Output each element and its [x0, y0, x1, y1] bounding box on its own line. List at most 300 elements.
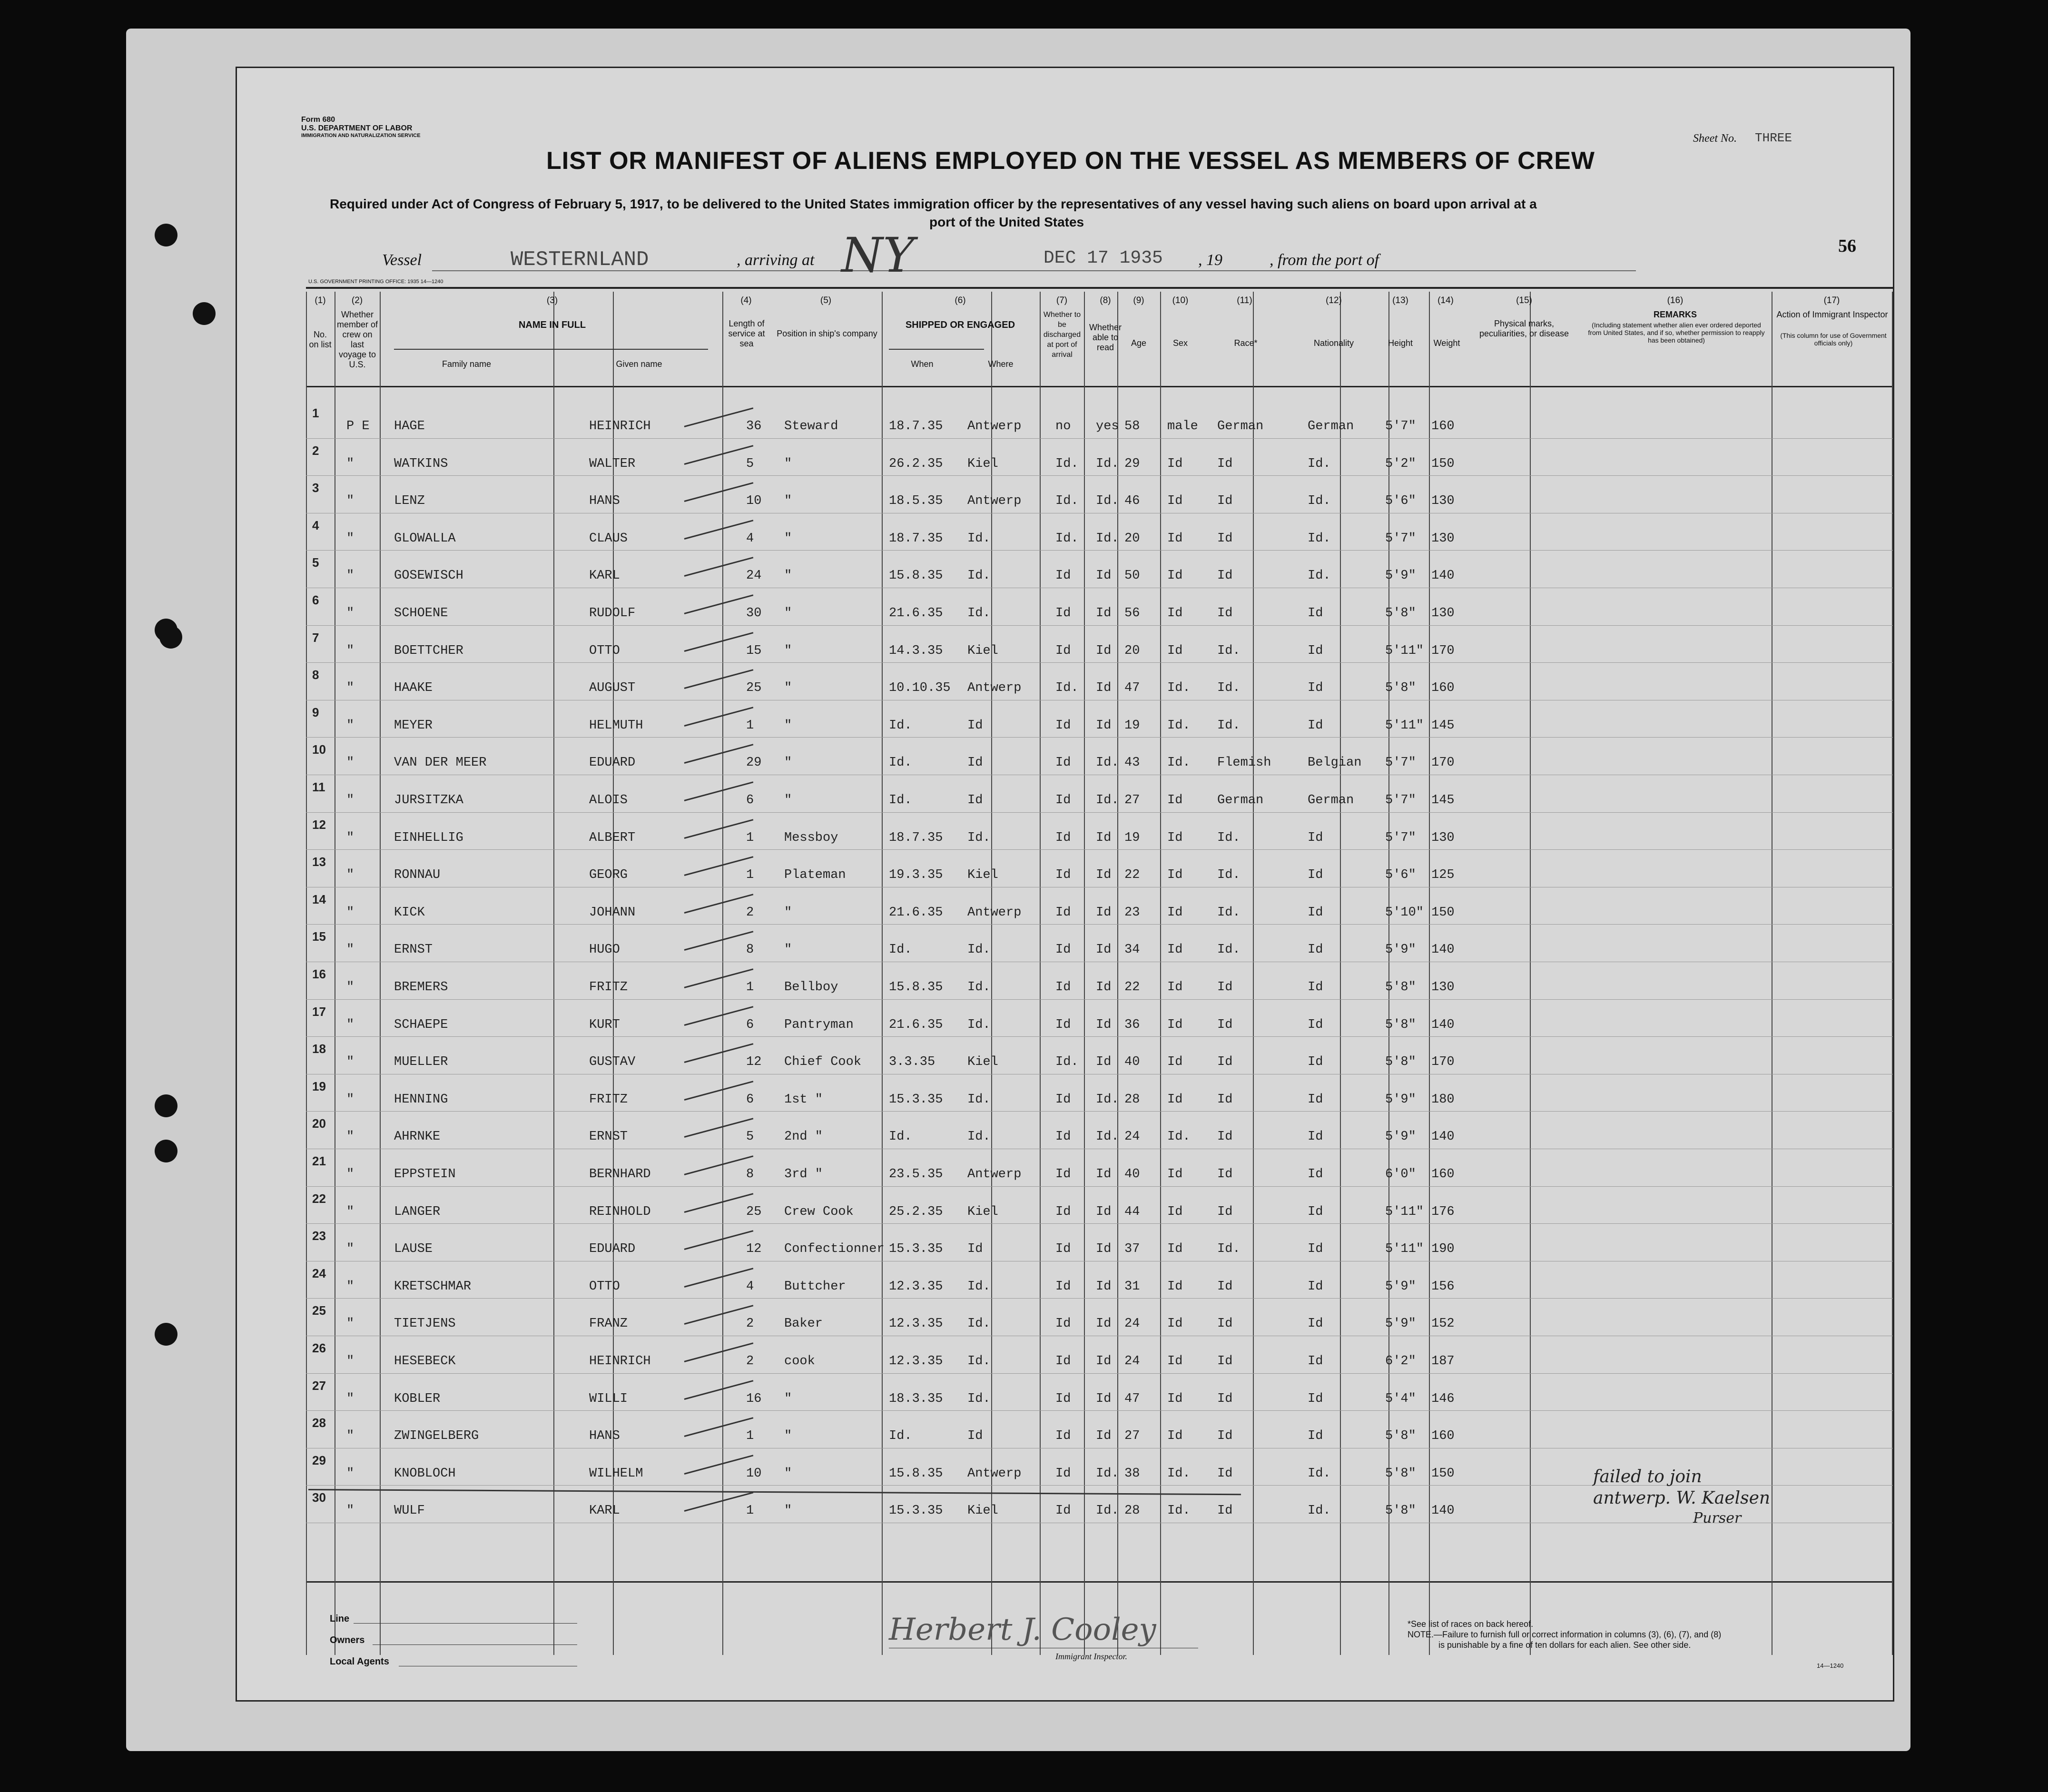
tally-mark	[684, 1305, 754, 1325]
cell-shipped-where: Id.	[967, 980, 991, 994]
form-title: LIST OR MANIFEST OF ALIENS EMPLOYED ON THE VESSEL AS MEMBERS OF CREW	[546, 147, 1595, 175]
tally-mark	[684, 1380, 754, 1400]
cell-given-name: EDUARD	[589, 756, 636, 770]
from-label: , from the port of	[1270, 251, 1379, 269]
cell-position: Buttcher	[784, 1279, 846, 1294]
colnum-2: (2)	[351, 295, 363, 305]
colhdr-6a: When	[911, 359, 934, 369]
table-row	[237, 1261, 1893, 1299]
cell-height: 5'11"	[1385, 643, 1424, 658]
cell-previous-voyage: "	[346, 718, 354, 733]
colhdr-6b: Where	[988, 359, 1014, 369]
cell-length-of-service: 5	[746, 456, 754, 471]
cell-weight: 187	[1431, 1354, 1455, 1369]
cell-row-number: 23	[312, 1229, 326, 1243]
tally-mark	[684, 1455, 754, 1475]
printing-office: U.S. GOVERNMENT PRINTING OFFICE: 1935 14—1240	[308, 279, 443, 285]
cell-weight: 140	[1431, 943, 1455, 957]
cell-given-name: BERNHARD	[589, 1167, 651, 1182]
colhdr-15: Physical marks, peculiarities, or disease	[1479, 319, 1569, 338]
cell-nationality: Id	[1308, 1429, 1323, 1444]
cell-family-name: SCHOENE	[394, 606, 448, 620]
header-bottom-rule	[306, 386, 1893, 387]
cell-shipped-when: 18.3.35	[889, 1391, 943, 1406]
table-row	[237, 1299, 1893, 1336]
cell-length-of-service: 16	[746, 1391, 762, 1406]
cell-length-of-service: 6	[746, 1017, 754, 1032]
cell-race: Id	[1217, 1092, 1233, 1107]
cell-previous-voyage: "	[346, 681, 354, 696]
tally-mark	[684, 594, 754, 614]
cell-family-name: LANGER	[394, 1204, 441, 1219]
cell-shipped-when: 18.5.35	[889, 494, 943, 509]
cell-shipped-when: 15.8.35	[889, 980, 943, 994]
cell-discharged: Id	[1055, 1504, 1071, 1518]
cell-given-name: WILLI	[589, 1391, 628, 1406]
cell-row-number: 29	[312, 1453, 326, 1467]
cell-sex: Id	[1167, 1092, 1183, 1107]
cell-row-number: 6	[312, 593, 319, 607]
cell-shipped-when: 15.3.35	[889, 1242, 943, 1257]
cell-previous-voyage: "	[346, 1242, 354, 1257]
colhdr-13: Height	[1388, 338, 1413, 348]
cell-given-name: CLAUS	[589, 531, 628, 546]
cell-discharged: Id	[1055, 793, 1071, 807]
cell-given-name: ALOIS	[589, 793, 628, 807]
arriving-port: NY	[841, 227, 915, 283]
cell-position: "	[784, 905, 792, 920]
cell-sex: Id	[1167, 1317, 1183, 1331]
cell-family-name: HAGE	[394, 419, 425, 433]
cell-nationality: Id.	[1308, 456, 1331, 471]
cell-discharged: Id.	[1055, 681, 1079, 696]
cell-height: 5'7"	[1385, 756, 1416, 770]
cell-height: 5'4"	[1385, 1391, 1416, 1406]
cell-family-name: ZWINGELBERG	[394, 1429, 479, 1444]
cell-discharged: Id	[1055, 868, 1071, 883]
cell-height: 5'9"	[1385, 1317, 1416, 1331]
cell-shipped-where: Id	[967, 1242, 983, 1257]
cell-height: 5'6"	[1385, 868, 1416, 883]
cell-nationality: Id	[1308, 1017, 1323, 1032]
cell-sex: Id	[1167, 868, 1183, 883]
cell-able-to-read: Id	[1096, 643, 1112, 658]
cell-position: Bellboy	[784, 980, 838, 994]
cell-age: 28	[1124, 1504, 1140, 1518]
cell-length-of-service: 10	[746, 494, 762, 509]
cell-race: Id	[1217, 1279, 1233, 1294]
cell-weight: 152	[1431, 1317, 1455, 1331]
table-row	[237, 1411, 1893, 1448]
cell-shipped-where: Antwerp	[967, 905, 1022, 920]
colnum-4: (4)	[740, 295, 752, 305]
cell-length-of-service: 12	[746, 1242, 762, 1257]
cell-position: Steward	[784, 419, 838, 433]
table-row	[237, 1074, 1893, 1112]
form-code: 14—1240	[1817, 1662, 1844, 1669]
cell-discharged: Id	[1055, 980, 1071, 994]
cell-previous-voyage: "	[346, 456, 354, 471]
table-row	[237, 1037, 1893, 1074]
cell-row-number: 11	[312, 780, 325, 794]
cell-able-to-read: Id	[1096, 1391, 1112, 1406]
cell-shipped-when: 19.3.35	[889, 868, 943, 883]
cell-row-number: 19	[312, 1079, 326, 1093]
cell-sex: Id	[1167, 980, 1183, 994]
cell-height: 5'9"	[1385, 1279, 1416, 1294]
cell-previous-voyage: "	[346, 1429, 354, 1444]
cell-previous-voyage: "	[346, 1466, 354, 1481]
cell-sex: Id	[1167, 643, 1183, 658]
cell-nationality: German	[1308, 793, 1354, 807]
cell-discharged: Id.	[1055, 456, 1079, 471]
sheet-label: Sheet No.	[1693, 132, 1737, 145]
colnum-9: (9)	[1133, 295, 1144, 305]
cell-discharged: Id	[1055, 1279, 1071, 1294]
cell-race: Id.	[1217, 905, 1241, 920]
cell-shipped-when: 12.3.35	[889, 1317, 943, 1331]
cell-discharged: Id	[1055, 643, 1071, 658]
cell-nationality: Id	[1308, 980, 1323, 994]
cell-race: Id	[1217, 1391, 1233, 1406]
cell-given-name: EDUARD	[589, 1242, 636, 1257]
table-row	[237, 1187, 1893, 1224]
cell-weight: 130	[1431, 980, 1455, 994]
cell-weight: 150	[1431, 1466, 1455, 1481]
cell-age: 46	[1124, 494, 1140, 509]
cell-height: 5'8"	[1385, 681, 1416, 696]
year-label: , 19	[1198, 251, 1222, 269]
cell-shipped-where: Antwerp	[967, 494, 1022, 509]
tally-mark	[684, 856, 754, 876]
cell-nationality: Id	[1308, 1092, 1323, 1107]
cell-nationality: Id	[1308, 606, 1323, 620]
cell-discharged: Id	[1055, 1354, 1071, 1369]
colhdr-3a: Family name	[442, 359, 492, 369]
inspector-label: Immigrant Inspector.	[1055, 1652, 1127, 1661]
cell-family-name: HAAKE	[394, 681, 433, 696]
cell-given-name: GEORG	[589, 868, 628, 883]
cell-previous-voyage: "	[346, 1017, 354, 1032]
table-row	[237, 887, 1893, 925]
tally-mark	[684, 557, 754, 577]
cell-row-number: 1	[312, 406, 319, 420]
cell-weight: 150	[1431, 905, 1455, 920]
note-text-2: is punishable by a fine of ten dollars for each alien. See other side.	[1438, 1640, 1691, 1650]
cell-position: 1st "	[784, 1092, 823, 1107]
cell-nationality: Id.	[1308, 1466, 1331, 1481]
cell-shipped-when: 25.2.35	[889, 1204, 943, 1219]
cell-row-number: 14	[312, 892, 326, 906]
cell-age: 23	[1124, 905, 1140, 920]
cell-sex: Id	[1167, 569, 1183, 583]
cell-position: "	[784, 1391, 792, 1406]
colhdr-16-note: (Including statement whether alien ever ordered deported from United States, and if so, whether permission to reapply has been obtained)	[1588, 321, 1765, 344]
cell-length-of-service: 2	[746, 905, 754, 920]
cell-shipped-where: Id.	[967, 1279, 991, 1294]
tally-mark	[684, 707, 754, 727]
cell-race: Id	[1217, 456, 1233, 471]
cell-race: Id	[1217, 1466, 1233, 1481]
table-row	[237, 588, 1893, 626]
cell-row-number: 27	[312, 1378, 326, 1393]
cell-family-name: MEYER	[394, 718, 433, 733]
note-text-1: NOTE.—Failure to furnish full or correct information in columns (3), (6), (7), and (8)	[1408, 1630, 1722, 1639]
cell-race: Id.	[1217, 643, 1241, 658]
cell-given-name: WILHELM	[589, 1466, 643, 1481]
cell-race: Id	[1217, 980, 1233, 994]
cell-position: Crew Cook	[784, 1204, 854, 1219]
cell-age: 19	[1124, 718, 1140, 733]
tally-mark	[684, 1081, 754, 1101]
cell-able-to-read: Id	[1096, 830, 1112, 845]
tally-mark	[684, 819, 754, 839]
cell-height: 5'6"	[1385, 494, 1416, 509]
tally-mark	[684, 894, 754, 914]
cell-sex: Id	[1167, 456, 1183, 471]
cell-shipped-where: Kiel	[967, 1055, 998, 1070]
cell-height: 5'8"	[1385, 1504, 1416, 1518]
cell-previous-voyage: "	[346, 1204, 354, 1219]
colhdr-16: REMARKS	[1653, 310, 1697, 319]
cell-family-name: WULF	[394, 1504, 425, 1518]
cell-length-of-service: 2	[746, 1354, 754, 1369]
cell-shipped-where: Id	[967, 793, 983, 807]
binder-hole	[155, 1094, 177, 1117]
cell-length-of-service: 8	[746, 943, 754, 957]
table-row	[237, 962, 1893, 1000]
cell-discharged: Id	[1055, 1391, 1071, 1406]
cell-sex: Id.	[1167, 1504, 1191, 1518]
cell-able-to-read: Id	[1096, 1242, 1112, 1257]
cell-length-of-service: 1	[746, 1504, 754, 1518]
footer-owners-rule	[373, 1644, 577, 1645]
cell-given-name: OTTO	[589, 1279, 620, 1294]
cell-age: 20	[1124, 643, 1140, 658]
cell-given-name: RUDOLF	[589, 606, 636, 620]
cell-length-of-service: 6	[746, 1092, 754, 1107]
colhdr-5: Position in ship's company	[777, 329, 877, 338]
cell-shipped-where: Kiel	[967, 1204, 998, 1219]
cell-given-name: HANS	[589, 1429, 620, 1444]
cell-height: 6'2"	[1385, 1354, 1416, 1369]
binder-hole	[155, 224, 177, 246]
cell-previous-voyage: "	[346, 905, 354, 920]
colnum-12: (12)	[1326, 295, 1342, 305]
table-row	[237, 1224, 1893, 1261]
cell-weight: 145	[1431, 718, 1455, 733]
table-row	[237, 401, 1893, 439]
cell-able-to-read: Id	[1096, 905, 1112, 920]
table-row	[237, 700, 1893, 738]
cell-given-name: HEINRICH	[589, 419, 651, 433]
cell-age: 50	[1124, 569, 1140, 583]
cell-previous-voyage: "	[346, 1055, 354, 1070]
cell-family-name: TIETJENS	[394, 1317, 456, 1331]
cell-age: 58	[1124, 419, 1140, 433]
cell-weight: 130	[1431, 494, 1455, 509]
cell-age: 29	[1124, 456, 1140, 471]
cell-shipped-where: Id.	[967, 569, 991, 583]
subtitle-1: Required under Act of Congress of February 5, 1917, to be delivered to the United States immigration officer by the representatives of any vessel having such aliens on board upon arrival at a	[330, 197, 1537, 211]
cell-age: 22	[1124, 980, 1140, 994]
cell-discharged: Id	[1055, 1317, 1071, 1331]
tally-mark	[684, 1492, 754, 1512]
cell-row-number: 9	[312, 705, 319, 719]
cell-shipped-when: 3.3.35	[889, 1055, 935, 1070]
cell-given-name: KARL	[589, 1504, 620, 1518]
cell-nationality: Id.	[1308, 494, 1331, 509]
cell-height: 5'8"	[1385, 1017, 1416, 1032]
cell-race: Id.	[1217, 681, 1241, 696]
cell-height: 6'0"	[1385, 1167, 1416, 1182]
cell-family-name: MUELLER	[394, 1055, 448, 1070]
cell-previous-voyage: "	[346, 868, 354, 883]
tally-mark	[684, 520, 754, 540]
cell-sex: Id	[1167, 1017, 1183, 1032]
cell-weight: 146	[1431, 1391, 1455, 1406]
department: U.S. DEPARTMENT OF LABOR	[301, 124, 413, 132]
cell-sex: Id	[1167, 1055, 1183, 1070]
colnum-5: (5)	[820, 295, 832, 305]
cell-shipped-where: Id.	[967, 1354, 991, 1369]
cell-sex: male	[1167, 419, 1198, 433]
tally-mark	[684, 1230, 754, 1250]
cell-row-number: 20	[312, 1116, 326, 1131]
cell-sex: Id	[1167, 905, 1183, 920]
cell-race: Id.	[1217, 1242, 1241, 1257]
cell-length-of-service: 1	[746, 718, 754, 733]
cell-shipped-when: 12.3.35	[889, 1279, 943, 1294]
cell-family-name: EPPSTEIN	[394, 1167, 456, 1182]
cell-position: Pantryman	[784, 1017, 854, 1032]
cell-shipped-where: Kiel	[967, 1504, 998, 1518]
cell-row-number: 30	[312, 1490, 326, 1505]
cell-nationality: Id.	[1308, 569, 1331, 583]
table-row	[237, 439, 1893, 476]
cell-age: 44	[1124, 1204, 1140, 1219]
cell-shipped-where: Antwerp	[967, 419, 1022, 433]
binder-hole	[155, 1323, 177, 1346]
colhdr-9: Age	[1131, 338, 1147, 348]
tally-mark	[684, 482, 754, 502]
cell-shipped-when: 21.6.35	[889, 905, 943, 920]
cell-able-to-read: Id	[1096, 606, 1112, 620]
cell-sex: Id	[1167, 1354, 1183, 1369]
cell-family-name: SCHAEPE	[394, 1017, 448, 1032]
tally-mark	[684, 968, 754, 988]
form-number: Form 680	[301, 116, 335, 124]
cell-shipped-when: 18.7.35	[889, 830, 943, 845]
cell-race: German	[1217, 793, 1264, 807]
cell-able-to-read: Id.	[1096, 1092, 1119, 1107]
cell-race: Id	[1217, 1317, 1233, 1331]
cell-position: 3rd "	[784, 1167, 823, 1182]
cell-shipped-when: 12.3.35	[889, 1354, 943, 1369]
cell-race: Id.	[1217, 943, 1241, 957]
cell-row-number: 22	[312, 1191, 326, 1206]
cell-nationality: Id.	[1308, 1504, 1331, 1518]
cell-able-to-read: Id	[1096, 1017, 1112, 1032]
cell-previous-voyage: "	[346, 756, 354, 770]
cell-row-number: 8	[312, 668, 319, 682]
cell-weight: 160	[1431, 1429, 1455, 1444]
cell-nationality: Id.	[1308, 531, 1331, 546]
cell-position: "	[784, 456, 792, 471]
footer-line-label: Line	[330, 1614, 350, 1624]
cell-position: "	[784, 531, 792, 546]
tally-mark	[684, 445, 754, 465]
cell-weight: 160	[1431, 1167, 1455, 1182]
cell-height: 5'2"	[1385, 456, 1416, 471]
cell-shipped-when: Id.	[889, 718, 912, 733]
cell-height: 5'9"	[1385, 943, 1416, 957]
cell-age: 19	[1124, 830, 1140, 845]
cell-able-to-read: Id	[1096, 980, 1112, 994]
cell-family-name: EINHELLIG	[394, 830, 463, 845]
cell-shipped-where: Id.	[967, 531, 991, 546]
cell-weight: 160	[1431, 419, 1455, 433]
cell-able-to-read: Id	[1096, 1317, 1112, 1331]
cell-height: 5'11"	[1385, 1242, 1424, 1257]
colnum-1: (1)	[315, 295, 326, 305]
cell-age: 31	[1124, 1279, 1140, 1294]
name-subrule	[394, 349, 708, 350]
cell-discharged: Id.	[1055, 531, 1079, 546]
cell-family-name: WATKINS	[394, 456, 448, 471]
cell-able-to-read: Id.	[1096, 1504, 1119, 1518]
cell-length-of-service: 4	[746, 531, 754, 546]
cell-shipped-when: Id.	[889, 756, 912, 770]
arriving-label: , arriving at	[737, 251, 815, 269]
cell-length-of-service: 8	[746, 1167, 754, 1182]
cell-shipped-when: 15.8.35	[889, 1466, 943, 1481]
cell-row-number: 26	[312, 1341, 326, 1355]
cell-length-of-service: 15	[746, 643, 762, 658]
tally-mark	[684, 1268, 754, 1288]
cell-race: Flemish	[1217, 756, 1271, 770]
cell-shipped-when: 14.3.35	[889, 643, 943, 658]
cell-row-number: 24	[312, 1266, 326, 1280]
cell-height: 5'11"	[1385, 718, 1424, 733]
cell-age: 38	[1124, 1466, 1140, 1481]
cell-previous-voyage: "	[346, 793, 354, 807]
cell-shipped-where: Antwerp	[967, 1167, 1022, 1182]
cell-given-name: FRITZ	[589, 1092, 628, 1107]
cell-family-name: JURSITZKA	[394, 793, 463, 807]
cell-length-of-service: 5	[746, 1130, 754, 1144]
cell-previous-voyage: "	[346, 1279, 354, 1294]
cell-previous-voyage: "	[346, 1354, 354, 1369]
cell-row-number: 2	[312, 443, 319, 458]
cell-able-to-read: Id.	[1096, 756, 1119, 770]
cell-length-of-service: 6	[746, 793, 754, 807]
table-top-rule	[306, 287, 1893, 289]
cell-able-to-read: Id.	[1096, 1466, 1119, 1481]
colhdr-4: Length of service at sea	[728, 319, 765, 348]
cell-shipped-where: Kiel	[967, 456, 998, 471]
cell-height: 5'8"	[1385, 980, 1416, 994]
cell-discharged: Id	[1055, 1092, 1071, 1107]
cell-row-number: 10	[312, 742, 326, 757]
cell-family-name: HENNING	[394, 1092, 448, 1107]
cell-nationality: Id	[1308, 905, 1323, 920]
cell-discharged: Id.	[1055, 1055, 1079, 1070]
cell-able-to-read: Id.	[1096, 531, 1119, 546]
cell-length-of-service: 4	[746, 1279, 754, 1294]
colhdr-17-note: (This column for use of Government officials only)	[1780, 332, 1887, 347]
cell-able-to-read: Id	[1096, 943, 1112, 957]
